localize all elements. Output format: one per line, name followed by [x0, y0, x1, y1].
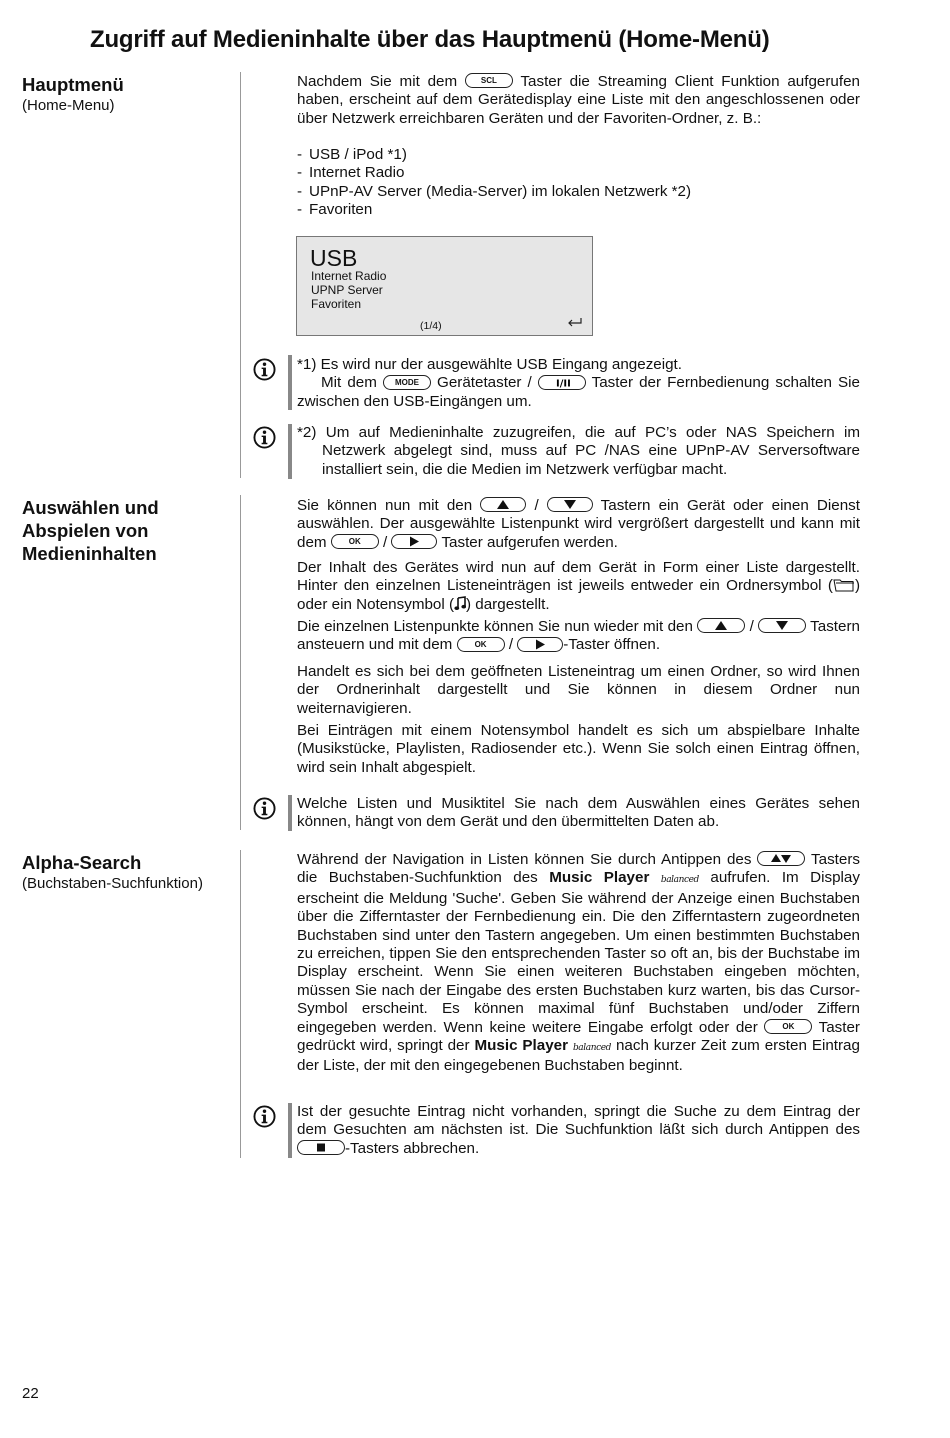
- column-divider: [240, 72, 241, 478]
- info-icon: [253, 426, 276, 449]
- note-1: *1) Es wird nur der ausgewählte USB Eingang angezeigt. Mit dem MODE Gerätetaster / I/II Taster der Fernbedienung schalten Sie zwischen den USB-Eingängen um.: [297, 356, 860, 410]
- scl-key-icon: SCL: [465, 73, 513, 88]
- column-divider: [240, 850, 241, 1158]
- paragraph-list-content: Der Inhalt des Gerätes wird nun auf dem Gerät in Form einer Liste dargestellt. Hinter den einzelnen Listeneinträgen ist jeweils entweder ein Ordnersymbol ( ) oder ein Notensymbol ( ) dargestellt.: [297, 559, 860, 613]
- column-divider: [240, 495, 241, 830]
- svg-text:I/II: I/II: [555, 378, 571, 389]
- info-icon: [253, 358, 276, 381]
- ok-key-icon: OK: [457, 637, 505, 652]
- list-item: - Internet Radio: [297, 164, 691, 182]
- info-icon: [253, 1105, 276, 1128]
- note-search: Ist der gesuchte Eintrag nicht vorhanden, springt die Suche zu dem Eintrag der dem Gesuchten am nächsten ist. Die Suchfunktion läßt sich durch Antippen des -Tasters abbrechen.: [297, 1103, 860, 1157]
- display-item: Favoriten: [311, 297, 362, 311]
- page-title: Zugriff auf Medieninhalte über das Hauptmenü (Home-Menü): [90, 26, 770, 53]
- section-subheading-home-menu: (Home-Menu): [22, 97, 115, 114]
- note-bar: [288, 1103, 292, 1158]
- ok-key-icon: OK: [764, 1019, 812, 1034]
- paragraph-playable: Bei Einträgen mit einem Notensymbol handelt es sich um abspielbare Inhalte (Musikstücke, Playlisten, Radiosender etc.). Wenn Sie solch einen Eintrag öffnen, wird sein Inhalt abgespielt.: [297, 722, 860, 776]
- return-arrow-icon: [567, 317, 582, 327]
- paragraph-alpha-search: Während der Navigation in Listen können Sie durch Antippen des Tasters die Buchstaben-Suchfunktion des Music Player balanced aufrufen. Im Display erscheint die Meldung 'Suche'. Geben Sie während der Anzeige einen Buchstaben über die Zifferntaster der Fernbedienung ein. Die den Zifferntastern zugeordneten Buchstaben sind unter den Tastern angegeben. Um einen bestimmten Buchstaben zu erreichen, tippen Sie den entsprechenden Taster so oft an, bis der Buchstabe im Display erscheint. Wenn Sie einen weiteren Buchstaben eingeben möchten, müssen Sie nach der Eingabe des ersten Buchstaben kurz warten, bis das Cursor-Symbol erscheint. Es können maximal fünf Buchstaben und/oder Ziffern eingegeben werden. Wenn keine weitere Eingabe erfolgt oder der OK Taster gedrückt wird, springt der Music Player balanced nach kurzer Zeit zum ersten Eintrag der Liste, der mit den eingegebenen Buchstaben beginnt.: [297, 851, 860, 1075]
- note-bar: [288, 355, 292, 410]
- stop-key-icon: [297, 1140, 345, 1155]
- list-item: - Favoriten: [297, 201, 691, 219]
- alpha-search-key-icon: [757, 851, 805, 866]
- note-lists: Welche Listen und Musiktitel Sie nach dem Auswählen eines Gerätes sehen können, hängt von dem Gerät und den übermittelten Daten ab.: [297, 795, 860, 831]
- device-display-screen: [296, 236, 593, 336]
- note-bar: [288, 795, 292, 831]
- display-item: UPNP Server: [311, 283, 383, 297]
- device-list: [297, 146, 691, 220]
- section-heading-hauptmenu: Hauptmenü: [22, 74, 124, 95]
- mode-key-icon: MODE: [383, 375, 431, 390]
- section-heading-auswaehlen: Auswählen und Abspielen von Medieninhalten: [22, 497, 159, 564]
- display-selected-item: USB: [310, 245, 358, 271]
- section-heading-alpha-search: Alpha-Search: [22, 852, 142, 873]
- note-2: *2) Um auf Medieninhalte zuzugreifen, die auf PC’s oder NAS Speichern im Netzwerk abgelegt sind, muss auf PC /NAS eine UPnP-AV Serversoftware installiert sein, die die Medien im Netzwerk verfügbar macht.: [297, 424, 860, 478]
- down-key-icon: [547, 497, 593, 512]
- up-key-icon: [480, 497, 526, 512]
- down-key-icon: [758, 618, 806, 633]
- paragraph-folder: Handelt es sich bei dem geöffneten Listeneintrag um einen Ordner, so wird Ihnen der Ordnerinhalt dargestellt und Sie können in diesem Ordner nun weiternavigieren.: [297, 663, 860, 717]
- folder-icon: [833, 578, 855, 592]
- info-icon: [253, 797, 276, 820]
- paragraph-navigate: Die einzelnen Listenpunkte können Sie nun wieder mit den / Tastern ansteuern und mit dem OK / -Taster öffnen.: [297, 618, 860, 654]
- up-key-icon: [697, 618, 745, 633]
- ok-key-icon: OK: [331, 534, 379, 549]
- display-item: Internet Radio: [311, 269, 387, 283]
- list-item: - USB / iPod *1): [297, 146, 691, 164]
- display-page-indicator: (1/4): [420, 320, 442, 332]
- page-number: 22: [22, 1385, 39, 1402]
- play-pause-key-icon: [538, 375, 586, 390]
- play-key-icon: [391, 534, 437, 549]
- intro-paragraph: Nachdem Sie mit dem SCL Taster die Streaming Client Funktion aufgerufen haben, erscheint auf dem Gerätedisplay eine Liste mit den angeschlossenen oder über Netzwerk erreichbaren Geräten und der Favoriten-Ordner, z. B.:: [297, 73, 860, 127]
- play-key-icon: [517, 637, 563, 652]
- note-bar: [288, 424, 292, 479]
- paragraph-select: Sie können nun mit den / Tastern ein Gerät oder einen Dienst auswählen. Der ausgewählte Listenpunkt wird vergrößert dargestellt und kann mit dem OK / Taster aufgerufen werden.: [297, 497, 860, 551]
- list-item: - UPnP-AV Server (Media-Server) im lokalen Netzwerk *2): [297, 183, 691, 201]
- section-subheading-buchstaben: (Buchstaben-Suchfunktion): [22, 875, 203, 892]
- note-icon: [454, 596, 466, 611]
